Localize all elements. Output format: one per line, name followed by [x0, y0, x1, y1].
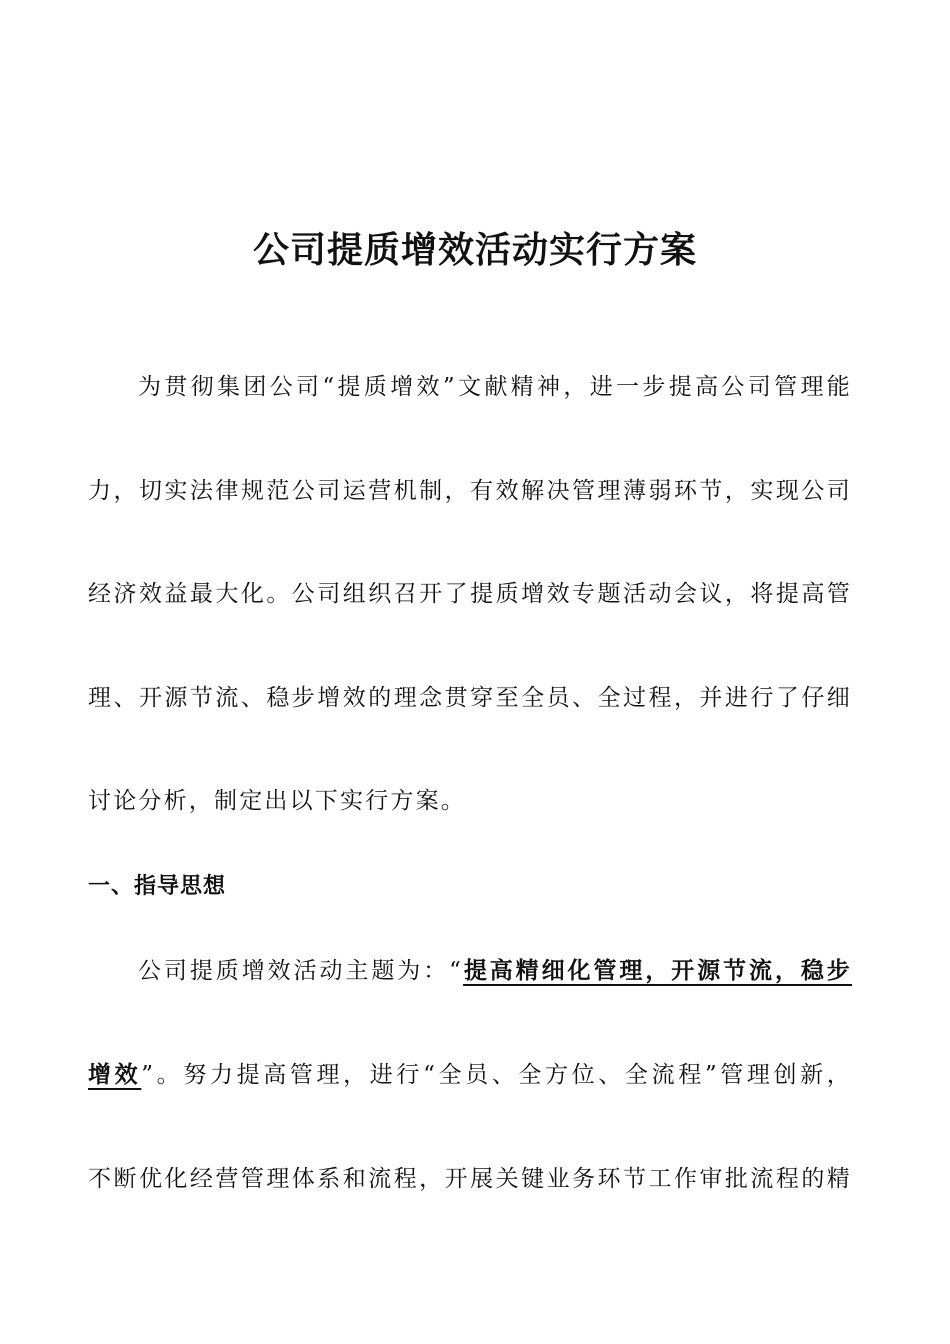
theme-line-2-rest: ”。努力提高管理，进行“全员、全方位、全流程”管理创新， — [141, 1062, 852, 1088]
intro-line-1: 为贯彻集团公司“提质增效”文献精神，进一步提高公司管理能 — [138, 374, 852, 400]
intro-line-4: 理、开源节流、稳步增效的理念贯穿至全员、全过程，并进行了仔细 — [88, 685, 852, 711]
theme-line-3: 不断优化经营管理体系和流程，开展关键业务环节工作审批流程的精 — [88, 1166, 852, 1192]
section-heading-guiding-ideology: 一、指导思想 — [88, 874, 227, 899]
document-title: 公司提质增效活动实行方案 — [252, 230, 697, 271]
intro-line-5: 讨论分析，制定出以下实行方案。 — [88, 788, 466, 814]
intro-line-3: 经济效益最大化。公司组织召开了提质增效专题活动会议，将提高管 — [88, 581, 852, 607]
theme-line-2 — [88, 1060, 852, 1090]
intro-line-2: 力，切实法律规范公司运营机制，有效解决管理薄弱环节，实现公司 — [88, 478, 852, 504]
theme-emphasis-part1: 提高精细化管理，开源节流，稳步 — [463, 958, 853, 984]
theme-line-1 — [138, 956, 852, 986]
theme-prefix: 公司提质增效活动主题为：“ — [138, 958, 464, 984]
theme-emphasis-part2: 增效 — [88, 1062, 142, 1088]
